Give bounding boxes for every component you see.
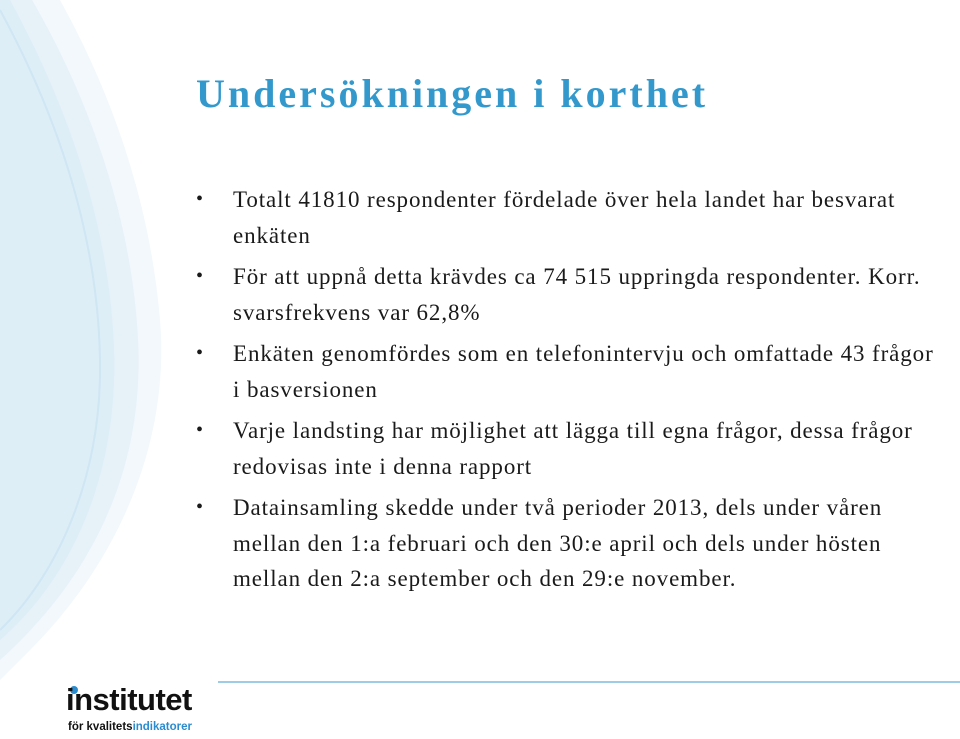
bullet-list <box>196 182 946 603</box>
bullet-dot-icon: • <box>196 265 204 287</box>
bullet-text: Enkäten genomfördes som en telefonintervju och omfattade 43 frågor i basversionen <box>233 341 934 402</box>
logo-subtitle-accent: indikatorer <box>132 721 192 733</box>
bullet-text: Totalt 41810 respondenter fördelade över hela landet har besvarat enkäten <box>233 187 896 248</box>
logo-subtitle-prefix: för kvalitets <box>68 721 133 733</box>
bullet-dot-icon: • <box>196 342 204 364</box>
footer-divider <box>218 681 960 683</box>
bullet-item <box>196 182 946 253</box>
slide-title: Undersökningen i korthet <box>196 71 709 116</box>
bullet-item <box>196 413 946 484</box>
bullet-item <box>196 259 946 330</box>
bullet-dot-icon: • <box>196 188 204 210</box>
bullet-text: För att uppnå detta krävdes ca 74 515 uppringda respondenter. Korr. svarsfrekvens var 62,8% <box>233 264 921 325</box>
bullet-dot-icon: • <box>196 496 204 518</box>
bullet-text: Datainsamling skedde under två perioder 2013, dels under våren mellan den 1:a februari och den 30:e april och dels under hösten mellan den 2:a september och den 29:e november. <box>233 495 883 591</box>
bullet-item <box>196 490 946 597</box>
institute-logo <box>66 682 226 734</box>
bullet-text: Varje landsting har möjlighet att lägga till egna frågor, dessa frågor redovisas inte i denna rapport <box>233 418 913 479</box>
logo-name: institutet <box>66 682 192 717</box>
bullet-item <box>196 336 946 407</box>
logo-subtitle <box>68 720 192 734</box>
bullet-dot-icon: • <box>196 419 204 441</box>
